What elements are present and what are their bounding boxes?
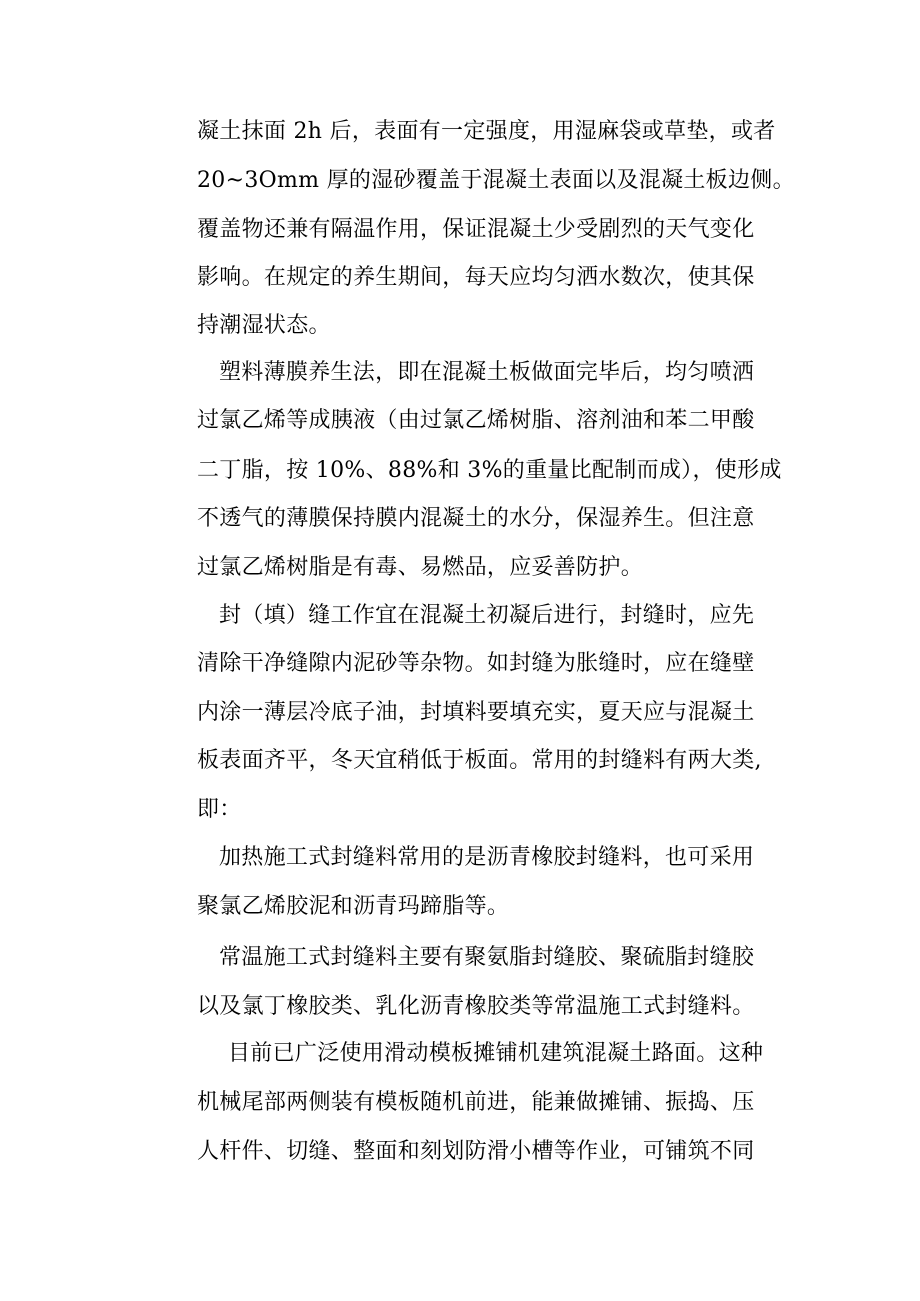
- text-line: 不透气的薄膜保持膜内混凝土的水分，保湿养生。但注意: [197, 506, 755, 531]
- text-line: 聚氯乙烯胶泥和沥青玛蹄脂等。: [197, 894, 510, 919]
- text-line: 20~3Omm 厚的湿砂覆盖于混凝土表面以及混凝土板边侧。: [197, 168, 795, 193]
- text-line: 即：: [197, 797, 242, 822]
- text-line: 加热施工式封缝料常用的是沥青橡胶封缝料，也可采用: [219, 845, 755, 870]
- text-line: 塑料薄膜养生法，即在混凝土板做面完毕后，均匀喷洒: [219, 360, 755, 385]
- text-line: 覆盖物还兼有隔温作用，保证混凝土少受剧烈的天气变化: [197, 217, 755, 242]
- text-line: 人杆件、切缝、整面和刻划防滑小槽等作业，可铺筑不同: [197, 1139, 755, 1164]
- text-line: 影响。在规定的养生期间，每天应均匀洒水数次，使其保: [197, 265, 755, 290]
- text-line: 持潮湿状态。: [197, 313, 331, 338]
- text-line: 内涂一薄层冷底子油，封填料要填充实，夏天应与混凝土: [197, 700, 755, 725]
- text-line: 二丁脂，按 10%、88%和 3%的重量比配制而成），使形成: [197, 458, 782, 483]
- text-line: 封（填）缝工作宜在混凝土初凝后进行，封缝时，应先: [219, 603, 755, 628]
- text-line: 过氯乙烯树脂是有毒、易燃品，应妥善防护。: [197, 555, 644, 580]
- text-line: 清除干净缝隙内泥砂等杂物。如封缝为胀缝时，应在缝壁: [197, 651, 755, 676]
- text-line: 以及氯丁橡胶类、乳化沥青橡胶类等常温施工式封缝料。: [197, 994, 755, 1019]
- text-line: 目前已广泛使用滑动模板摊铺机建筑混凝土路面。这种: [228, 1041, 764, 1066]
- text-line: 过氯乙烯等成胰液（由过氯乙烯树脂、溶剂油和苯二甲酸: [197, 408, 755, 433]
- text-line: 板表面齐平，冬天宜稍低于板面。常用的封缝料有两大类,: [197, 748, 762, 773]
- text-line: 常温施工式封缝料主要有聚氨脂封缝胶、聚硫脂封缝胶: [219, 945, 755, 970]
- text-line: 凝土抹面 2h 后，表面有一定强度，用湿麻袋或草垫，或者: [197, 119, 776, 144]
- text-line: 机械尾部两侧装有模板随机前进，能兼做摊铺、振捣、压: [197, 1090, 755, 1115]
